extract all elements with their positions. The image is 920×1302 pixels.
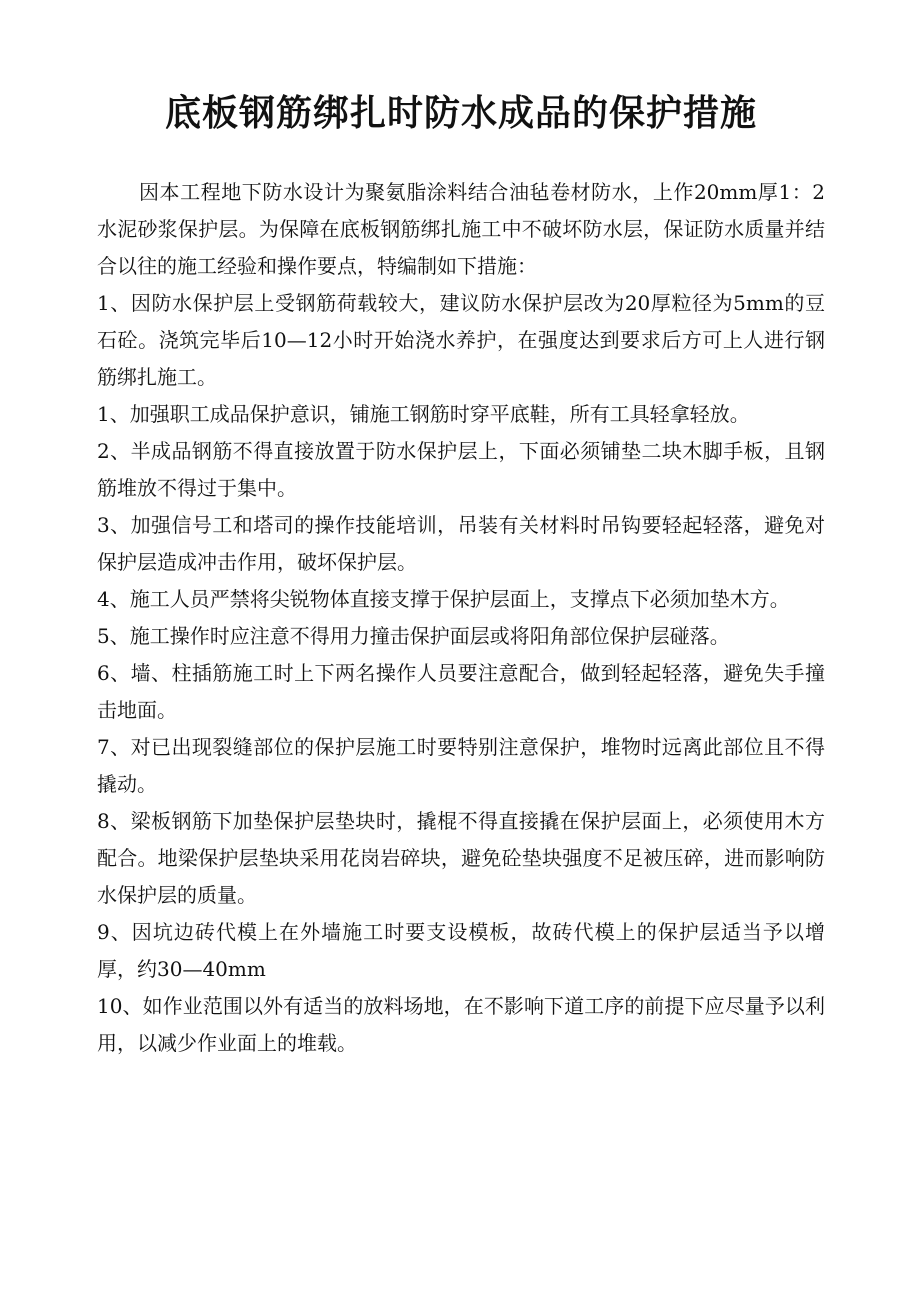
measure-item: 2、半成品钢筋不得直接放置于防水保护层上，下面必须铺垫二块木脚手板，且钢筋堆放不得过于集中。	[97, 439, 825, 500]
measure-item: 10、如作业范围以外有适当的放料场地，在不影响下道工序的前提下应尽量予以利用，以减少作业面上的堆载。	[97, 994, 825, 1055]
measure-item: 1、因防水保护层上受钢筋荷载较大，建议防水保护层改为20厚粒径为5mm的豆石砼。浇筑完毕后10—12小时开始浇水养护，在强度达到要求后方可上人进行钢筋绑扎施工。	[97, 291, 825, 389]
intro-paragraph: 因本工程地下防水设计为聚氨脂涂料结合油毡卷材防水，上作20mm厚1：2水泥砂浆保护层。为保障在底板钢筋绑扎施工中不破坏防水层，保证防水质量并结合以往的施工经验和操作要点，特编制如下措施：	[97, 180, 825, 278]
measure-item: 8、梁板钢筋下加垫保护层垫块时，撬棍不得直接撬在保护层面上，必须使用木方配合。地梁保护层垫块采用花岗岩碎块，避免砼垫块强度不足被压碎，进而影响防水保护层的质量。	[97, 809, 825, 907]
measure-item: 3、加强信号工和塔司的操作技能培训，吊装有关材料时吊钩要轻起轻落，避免对保护层造成冲击作用，破坏保护层。	[97, 513, 825, 574]
measure-item: 4、施工人员严禁将尖锐物体直接支撑于保护层面上，支撑点下必须加垫木方。	[97, 587, 790, 611]
document-title: 底板钢筋绑扎时防水成品的保护措施	[164, 93, 757, 134]
measure-item: 9、因坑边砖代模上在外墙施工时要支设模板，故砖代模上的保护层适当予以增厚，约30—40mm	[97, 920, 825, 981]
measure-item: 1、加强职工成品保护意识，铺施工钢筋时穿平底鞋，所有工具轻拿轻放。	[97, 402, 750, 426]
document-page	[97, 88, 825, 1062]
measure-item: 7、对已出现裂缝部位的保护层施工时要特别注意保护，堆物时远离此部位且不得撬动。	[97, 735, 825, 796]
measure-item: 6、墙、柱插筋施工时上下两名操作人员要注意配合，做到轻起轻落，避免失手撞击地面。	[97, 661, 825, 722]
measure-item: 5、施工操作时应注意不得用力撞击保护面层或将阳角部位保护层碰落。	[97, 624, 730, 648]
